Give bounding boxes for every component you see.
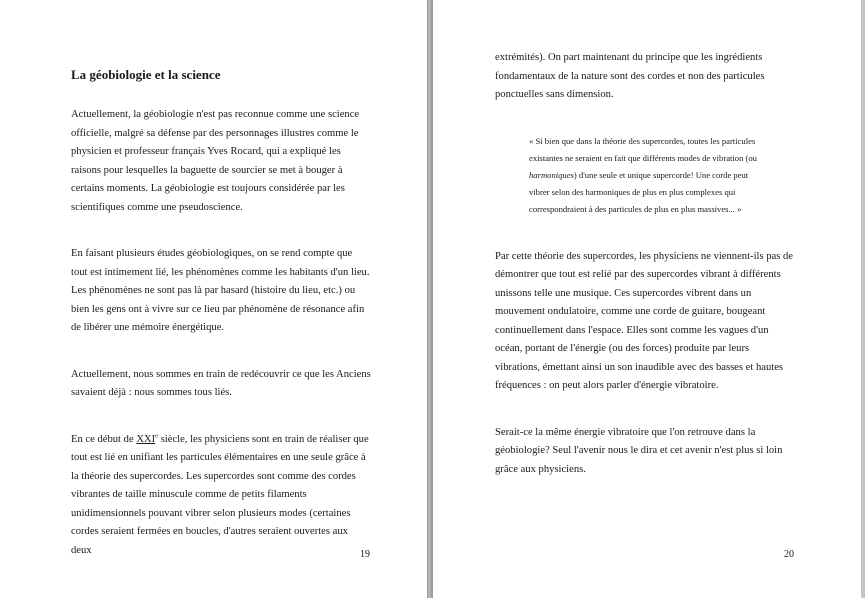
page-number-left: 19: [360, 549, 370, 560]
quote-end: ) d'une seule et unique supercorde! Une corde peut vibrer selon des harmoniques de plus en plus complexes qui correspondraient à des particules de plus en plus massives... »: [529, 169, 749, 214]
block-quote: [529, 133, 769, 218]
paragraph-4-rest: siècle, les physiciens sont en train de réaliser que tout est lié en unifiant les particules élémentaires en une seule grâce à la théorie des supercordes. Les supercordes sont comme des cordes vibrantes de taille minuscule comme de petits filaments unidimensionnels pouvant vibrer selon plusieurs modes (certaines cordes seraient fermées en boucles, d'autres seraient ouvertes aux deux: [71, 433, 369, 556]
right-page-content: [495, 49, 795, 507]
paragraph-6: Serait-ce la même énergie vibratoire que l'on retrouve dans la géobiologie? Seul l'avenir nous le dira et cet avenir n'est plus si loin grâce aux physiciens.: [495, 426, 783, 475]
continuation-paragraph: extrémités). On part maintenant du principe que les ingrédients fondamentaux de la nature sont des cordes et non des particules ponctuelles sans dimension.: [495, 52, 765, 100]
paragraph-4: [71, 431, 371, 561]
chapter-heading: La géobiologie et la science: [71, 67, 221, 82]
left-page-content: [71, 64, 371, 588]
paragraph-3: Actuellement, nous sommes en train de redécouvrir ce que les Anciens savaient déjà : nous sommes tous liés.: [71, 368, 371, 398]
century-suffix: e: [155, 431, 159, 439]
paragraph-2: En faisant plusieurs études géobiologiques, on se rend compte que tout est intimement lié, les phénomènes comme les habitants d'un lieu. Les phénomènes ne sont pas là par hasard (histoire du lieu, etc.) ou bien les gens ont à vivre sur ce lieu par phénomène de résonance afin de libérer une mémoire énergétique.: [71, 248, 370, 333]
page-number-right: 20: [784, 549, 794, 560]
right-page: [432, 0, 865, 598]
paragraph-4-start: En ce début de: [71, 433, 137, 445]
quote-start: « Si bien que dans la théorie des supercordes, toutes les particules existantes ne seraient en fait que différents modes de vibration (ou: [529, 135, 757, 163]
century-numeral: XXI: [136, 433, 156, 445]
paragraph-5: Par cette théorie des supercordes, les physiciens ne viennent-ils pas de démontrer que tout est relié par des supercordes vibrant à différents unissons telle une musique. Ces supercordes vibrent dans un mouvement ondulatoire, comme une corde de guitare, bougeant continuellement dans l'espace. Elles sont comme les vagues d'un océan, portant de l'énergie (ou des forces) produite par leurs vibrations, émettant ainsi un son inaudible avec des basses et hautes fréquences : on peut alors parler d'énergie vibratoire.: [495, 250, 794, 391]
quote-italic-term: harmoniques: [529, 169, 574, 180]
paragraph-1: Actuellement, la géobiologie n'est pas reconnue comme une science officielle, malgré sa défense par des personnages illustres comme le physicien et professeur français Yves Rocard, qui a expliqué les raisons pour lesquelles la baguette de sourcier se met à bouger à certains moments. La géobiologie est toujours considérée par les scientifiques comme une pseudoscience.: [71, 109, 360, 213]
left-page: [0, 0, 428, 598]
right-page-edge: [861, 0, 865, 598]
